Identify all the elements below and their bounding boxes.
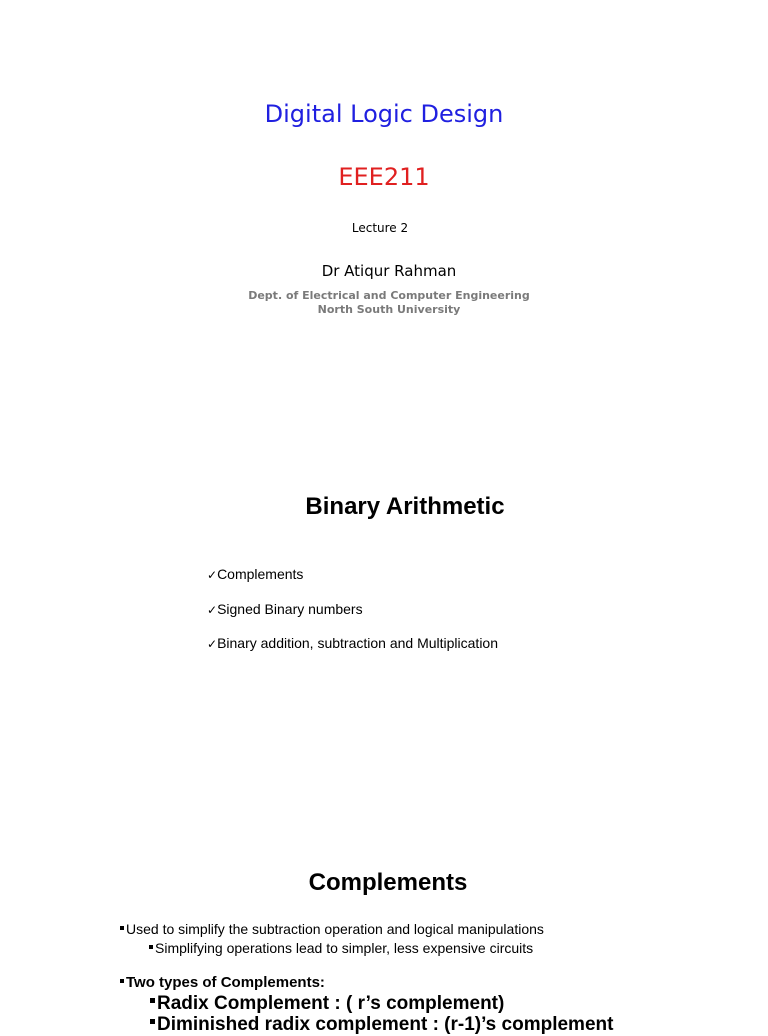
checklist-item-label: Signed Binary numbers <box>217 601 363 617</box>
square-bullet-icon <box>120 926 124 930</box>
bullet-text: Diminished radix complement : (r-1)’s complement <box>157 1014 614 1035</box>
author-name: Dr Atiqur Rahman <box>321 262 457 280</box>
checklist-item-label: Binary addition, subtraction and Multiplication <box>217 635 498 651</box>
square-bullet-icon <box>120 979 124 983</box>
university-line: North South University <box>317 303 461 316</box>
department-line: Dept. of Electrical and Computer Engineering <box>248 289 530 302</box>
lecture-number: Lecture 2 <box>351 221 409 235</box>
bullet-item <box>120 974 325 991</box>
course-code: EEE211 <box>338 163 430 191</box>
checkmark-icon: ✓ <box>207 603 218 617</box>
checkmark-icon: ✓ <box>207 568 218 582</box>
sub-bullet-item <box>149 940 533 956</box>
sub-bullet-item <box>150 993 504 1015</box>
slide-title-complements: Complements <box>308 869 468 896</box>
bullet-text: Used to simplify the subtraction operation and logical manipulations <box>126 921 544 937</box>
department-affiliation <box>0 289 768 317</box>
checkmark-icon: ✓ <box>207 637 218 651</box>
course-title: Digital Logic Design <box>264 100 504 128</box>
slide-title-binary-arithmetic: Binary Arithmetic <box>305 493 505 520</box>
checklist-item <box>207 566 303 582</box>
bullet-item <box>120 921 544 937</box>
sub-bullet-item <box>150 1014 613 1036</box>
bullet-text: Two types of Complements: <box>126 974 325 991</box>
square-bullet-icon <box>150 998 155 1003</box>
checklist-item <box>207 601 363 617</box>
square-bullet-icon <box>149 945 153 949</box>
bullet-text: Simplifying operations lead to simpler, less expensive circuits <box>155 940 534 956</box>
bullet-text: Radix Complement : ( r’s complement) <box>157 993 505 1014</box>
checklist-item <box>207 635 498 651</box>
checklist-item-label: Complements <box>217 566 304 582</box>
